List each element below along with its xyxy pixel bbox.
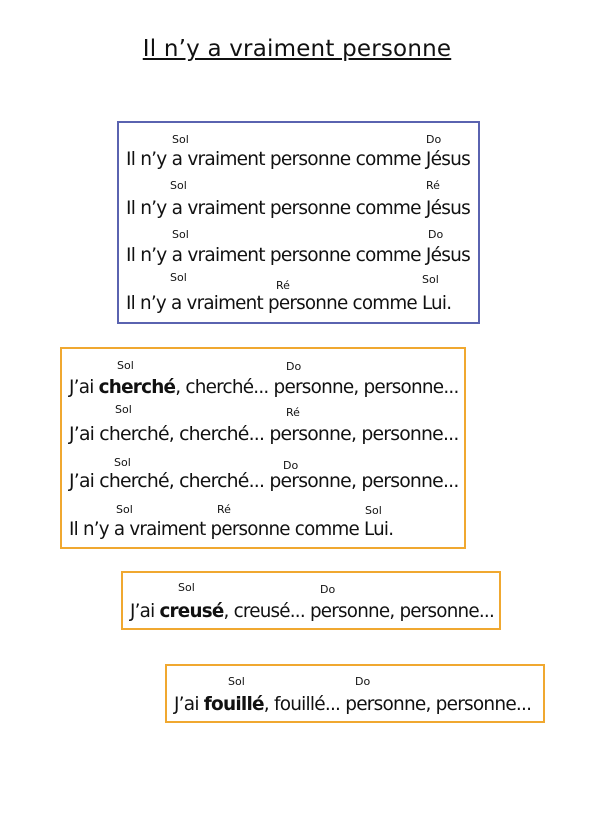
lyric-line: J’ai creusé, creusé... personne, personne... <box>130 600 494 622</box>
lyric-line: Il n’y a vraiment personne comme Lui. <box>126 292 452 314</box>
chord-label: Sol <box>116 503 133 516</box>
lyric-line: J’ai cherché, cherché... personne, personne... <box>69 423 459 445</box>
emphasized-word: cherché <box>98 376 176 398</box>
chord-label: Sol <box>115 403 132 416</box>
chord-label: Do <box>320 583 336 596</box>
song-title: Il n’y a vraiment personne <box>142 36 452 62</box>
chord-label: Sol <box>422 273 439 286</box>
lyric-line: J’ai cherché, cherché... personne, personne... <box>69 470 459 492</box>
chord-label: Sol <box>228 675 245 688</box>
chord-label: Do <box>426 133 442 146</box>
chord-label: Sol <box>172 133 189 146</box>
chord-label: Do <box>286 360 302 373</box>
chord-label: Ré <box>426 179 440 192</box>
lyric-line: Il n’y a vraiment personne comme Jésus <box>126 244 471 266</box>
chord-label: Do <box>428 228 444 241</box>
chord-label: Sol <box>172 228 189 241</box>
chord-label: Sol <box>117 359 134 372</box>
lyric-line: Il n’y a vraiment personne comme Jésus <box>126 197 471 219</box>
chord-label: Ré <box>276 279 290 292</box>
chord-label: Do <box>355 675 371 688</box>
chord-label: Ré <box>217 503 231 516</box>
chord-label: Sol <box>170 271 187 284</box>
lyric-line: J’ai cherché, cherché... personne, personne... <box>69 376 459 398</box>
chord-label: Sol <box>170 179 187 192</box>
chord-label: Sol <box>365 504 382 517</box>
chord-label: Ré <box>286 406 300 419</box>
lyric-line: J’ai fouillé, fouillé... personne, personne... <box>174 693 532 715</box>
emphasized-word: creusé <box>159 600 224 622</box>
chord-label: Sol <box>178 581 195 594</box>
chord-label: Sol <box>114 456 131 469</box>
emphasized-word: fouillé <box>203 693 264 715</box>
chord-label: Do <box>283 459 299 472</box>
lyric-line: Il n’y a vraiment personne comme Lui. <box>69 518 394 540</box>
lyric-line: Il n’y a vraiment personne comme Jésus <box>126 148 471 170</box>
